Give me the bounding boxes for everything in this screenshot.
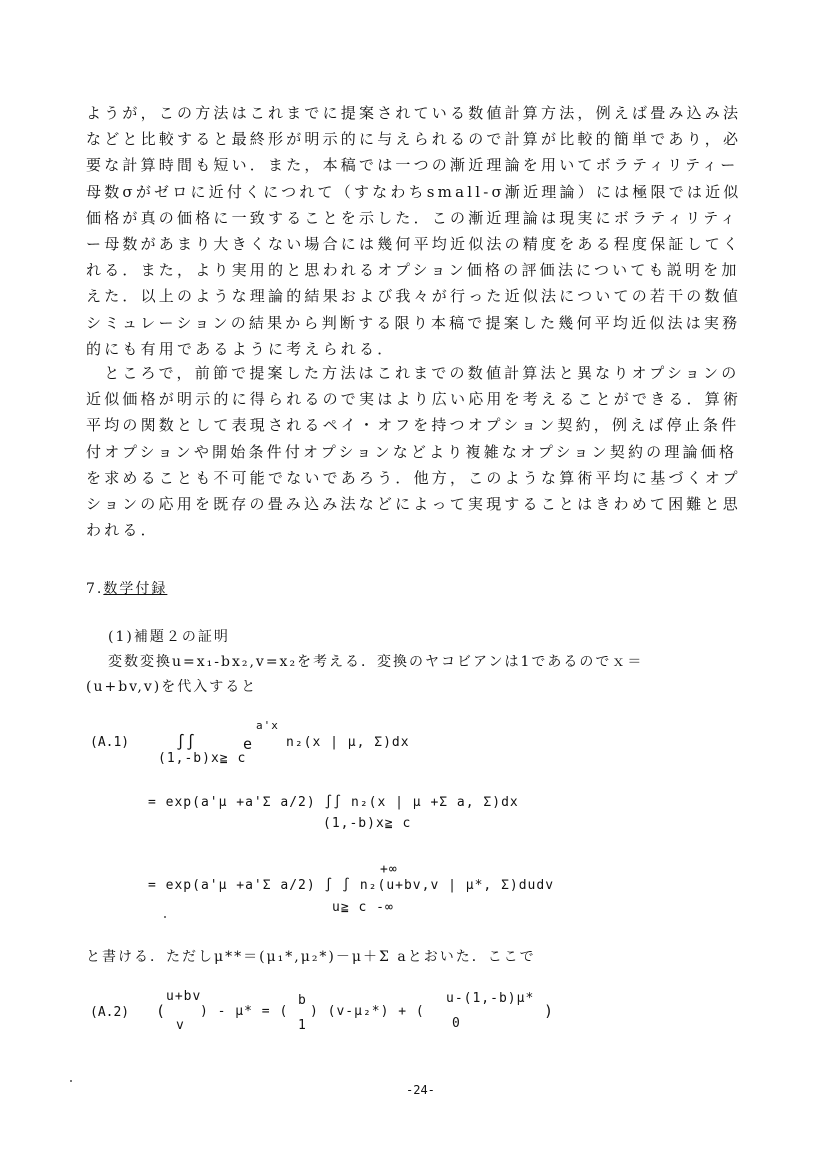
section-title: 数学付録	[103, 581, 168, 597]
equation-label-a2: (A.2)	[90, 1005, 130, 1020]
intro-line: (u+bv,v)を代入すると	[86, 679, 258, 695]
text-line: 母数σがゼロに近付くにつれて（すなわちsmall-σ漸近理論）には極限では近似	[86, 182, 742, 201]
text-line: 平均の関数として表現されるペイ・オフを持つオプション契約，例えば停止条件	[86, 416, 740, 435]
section-number: 7.	[86, 581, 104, 597]
equation-label-a1: (A.1)	[90, 735, 130, 750]
page-number: -24-	[406, 1083, 435, 1097]
intro-line: 変数変換u=x₁-bx₂,v=x₂を考える．変換のヤコビアンは1であるのでｘ＝	[108, 654, 644, 670]
integral-sign: ∫∫	[176, 733, 197, 751]
equation-line: = exp(a'μ +a'Σ a/2) ∫ ∫ n₂(u+bv,v | μ*, Σ)dudv	[148, 878, 555, 893]
equation-segment: ) - μ* = (	[200, 1004, 289, 1019]
exp-exponent: a'x	[256, 719, 279, 732]
equation-line: = exp(a'μ +a'Σ a/2) ∫∫ n₂(x | μ +Σ a, Σ)dx	[148, 795, 519, 810]
subsection-heading: (1)補題２の証明	[108, 629, 230, 645]
text-line: 価格が真の価格に一致することを示した．この漸近理論は現実にボラティリティ	[86, 208, 739, 227]
text-line: ションの応用を既存の畳み込み法などによって実現することはきわめて困難と思	[86, 494, 741, 513]
text-line: 近似価格が明示的に得られるので実はより広い応用を考えることができる．算術	[86, 390, 742, 409]
exp-base: e	[243, 735, 254, 753]
text-line: えた．以上のような理論的結果および我々が行った近似法についての若干の数値	[86, 287, 741, 306]
text-line: ところで，前節で提案した方法はこれまでの数値計算法と異なりオプションの	[86, 364, 740, 382]
paragraph-conclusion	[86, 102, 752, 364]
paragraph-applications	[86, 362, 752, 545]
section-heading	[86, 578, 167, 598]
text-line: を求めることも不可能でないであろう．他方，このような算術平均に基づくオプ	[86, 468, 741, 487]
text-line: 的にも有用であるように考えられる．	[86, 339, 396, 358]
vector-top: u+bv	[166, 989, 202, 1004]
scan-speck	[70, 1080, 72, 1082]
vector-bottom: 0	[452, 1016, 461, 1031]
paren: )	[544, 1002, 555, 1020]
equation-segment: ) (v-μ₂*) + (	[310, 1004, 425, 1019]
integral-domain: (1,-b)x≧ c	[158, 751, 247, 766]
text-line: シミュレーションの結果から判断する限り本稿で提案した幾何平均近似法は実務	[86, 313, 741, 332]
paren: (	[156, 1002, 167, 1020]
vector-bottom: v	[176, 1018, 185, 1033]
text-line: れる．また，より実用的と思われるオプション価格の評価法についても説明を加	[86, 261, 740, 280]
text-line: 要な計算時間も短い．また，本稿では一つの漸近理論を用いてボラティリティー	[86, 156, 739, 175]
note-line: と書ける．ただしμ**＝(μ₁*,μ₂*)－μ＋Σ aとおいた．ここで	[86, 949, 536, 965]
text-line: 付オプションや開始条件付オプションなどより複雑なオプション契約の理論価格	[86, 442, 738, 461]
vector-top: b	[298, 993, 307, 1008]
text-line: などと比較すると最終形が明示的に与えられるので計算が比較的簡単であり，必	[86, 130, 742, 149]
integral-domain: u≧ c -∞	[332, 900, 394, 915]
text-line: ー母数があまり大きくない場合には幾何平均近似法の精度をある程度保証してく	[86, 234, 742, 253]
text-line: われる．	[86, 521, 159, 540]
vector-bottom: 1	[298, 1018, 307, 1033]
integral-domain: (1,-b)x≧ c	[323, 816, 412, 831]
text-line: ようが，この方法はこれまでに提案されている数値計算方法，例えば畳み込み法	[86, 104, 742, 122]
scan-speck	[164, 916, 166, 918]
vector-top: u-(1,-b)μ*	[446, 991, 535, 1006]
integrand: n₂(x | μ, Σ)dx	[286, 735, 410, 750]
integral-upper-limit: +∞	[380, 862, 398, 877]
